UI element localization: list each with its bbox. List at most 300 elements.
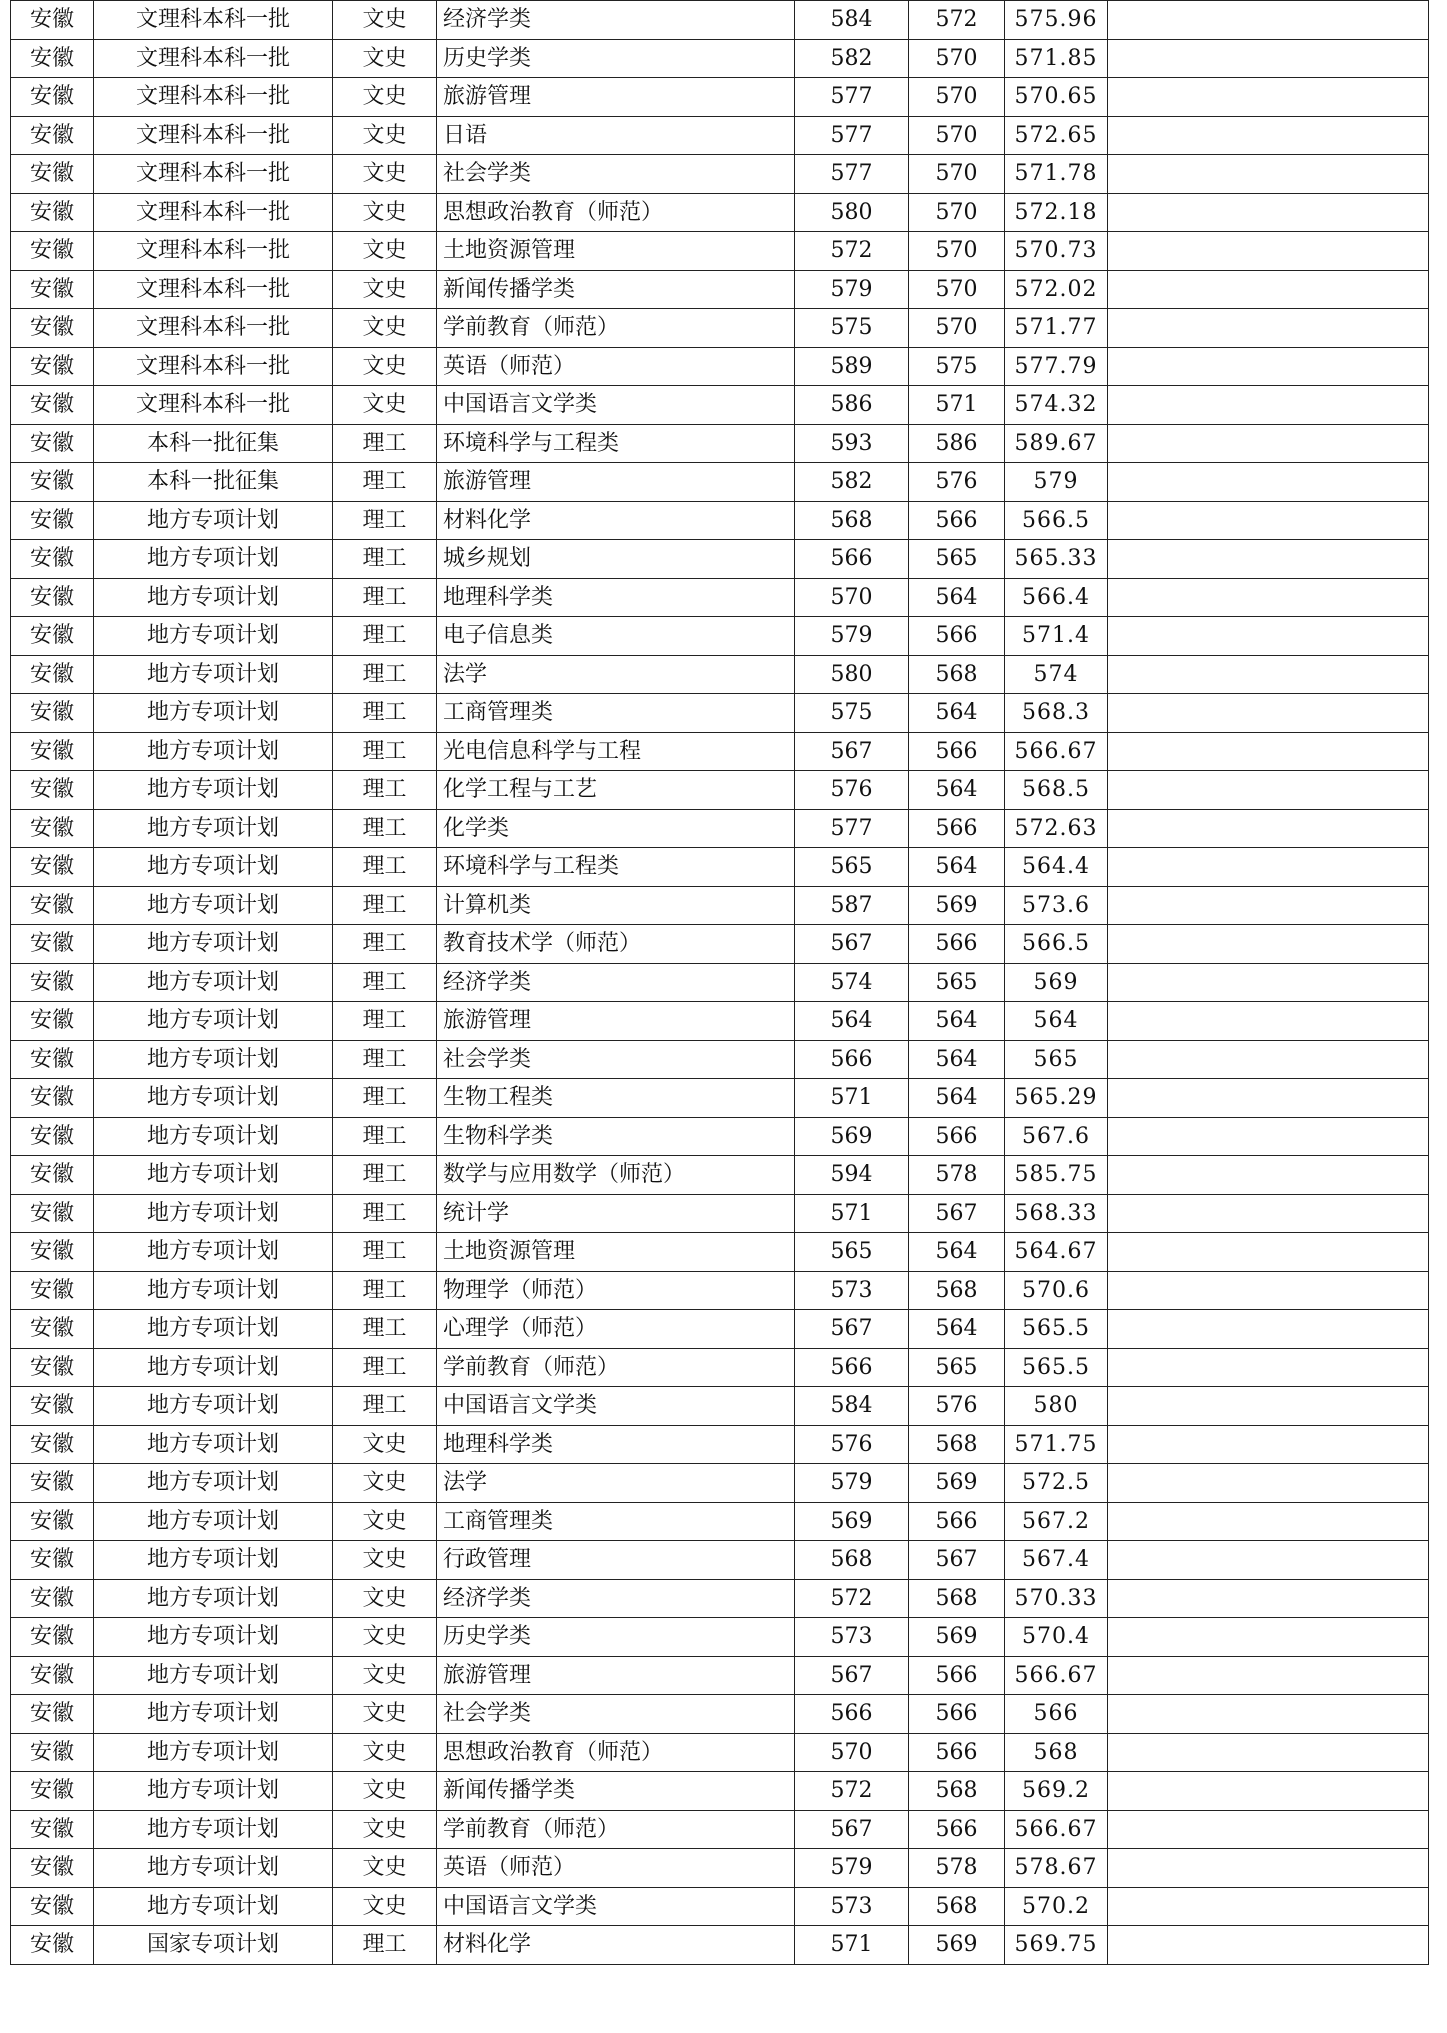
province-cell: 安徽 <box>11 116 94 155</box>
max-score-cell: 594 <box>795 1156 909 1195</box>
table-row <box>11 116 1429 155</box>
table-row <box>11 578 1429 617</box>
subject-type-cell: 理工 <box>333 463 437 502</box>
table-row <box>11 848 1429 887</box>
table-row <box>11 1271 1429 1310</box>
province-cell: 安徽 <box>11 1040 94 1079</box>
table-row <box>11 1117 1429 1156</box>
subject-type-cell: 文史 <box>333 232 437 271</box>
avg-score-cell: 569.2 <box>1005 1772 1108 1811</box>
province-cell: 安徽 <box>11 886 94 925</box>
avg-score-cell: 564.67 <box>1005 1233 1108 1272</box>
province-cell: 安徽 <box>11 1156 94 1195</box>
subject-type-cell: 文史 <box>333 347 437 386</box>
max-score-cell: 567 <box>795 1656 909 1695</box>
max-score-cell: 577 <box>795 809 909 848</box>
max-score-cell: 575 <box>795 694 909 733</box>
table-row <box>11 1464 1429 1503</box>
subject-type-cell: 文史 <box>333 155 437 194</box>
min-score-cell: 569 <box>909 1464 1005 1503</box>
min-score-cell: 566 <box>909 1656 1005 1695</box>
min-score-cell: 568 <box>909 1772 1005 1811</box>
empty-cell <box>1108 347 1429 386</box>
max-score-cell: 577 <box>795 155 909 194</box>
max-score-cell: 571 <box>795 1194 909 1233</box>
subject-type-cell: 理工 <box>333 1233 437 1272</box>
max-score-cell: 570 <box>795 578 909 617</box>
avg-score-cell: 571.77 <box>1005 309 1108 348</box>
province-cell: 安徽 <box>11 309 94 348</box>
major-cell: 计算机类 <box>437 886 795 925</box>
max-score-cell: 580 <box>795 193 909 232</box>
max-score-cell: 572 <box>795 1772 909 1811</box>
major-cell: 学前教育（师范） <box>437 309 795 348</box>
major-cell: 材料化学 <box>437 501 795 540</box>
table-row <box>11 1810 1429 1849</box>
batch-cell: 地方专项计划 <box>94 1387 333 1426</box>
min-score-cell: 566 <box>909 809 1005 848</box>
min-score-cell: 568 <box>909 1425 1005 1464</box>
subject-type-cell: 理工 <box>333 1079 437 1118</box>
min-score-cell: 564 <box>909 1079 1005 1118</box>
subject-type-cell: 文史 <box>333 1464 437 1503</box>
table-row <box>11 501 1429 540</box>
min-score-cell: 570 <box>909 155 1005 194</box>
min-score-cell: 566 <box>909 1502 1005 1541</box>
batch-cell: 地方专项计划 <box>94 1733 333 1772</box>
avg-score-cell: 589.67 <box>1005 424 1108 463</box>
subject-type-cell: 文史 <box>333 1618 437 1657</box>
batch-cell: 地方专项计划 <box>94 1656 333 1695</box>
table-row <box>11 1079 1429 1118</box>
batch-cell: 地方专项计划 <box>94 732 333 771</box>
subject-type-cell: 文史 <box>333 1425 437 1464</box>
avg-score-cell: 569.75 <box>1005 1926 1108 1965</box>
min-score-cell: 566 <box>909 1810 1005 1849</box>
max-score-cell: 573 <box>795 1271 909 1310</box>
province-cell: 安徽 <box>11 1579 94 1618</box>
avg-score-cell: 565 <box>1005 1040 1108 1079</box>
table-row <box>11 347 1429 386</box>
batch-cell: 地方专项计划 <box>94 1810 333 1849</box>
major-cell: 经济学类 <box>437 1579 795 1618</box>
empty-cell <box>1108 1002 1429 1041</box>
max-score-cell: 577 <box>795 78 909 117</box>
province-cell: 安徽 <box>11 1810 94 1849</box>
min-score-cell: 570 <box>909 116 1005 155</box>
empty-cell <box>1108 1348 1429 1387</box>
table-row <box>11 1002 1429 1041</box>
batch-cell: 文理科本科一批 <box>94 309 333 348</box>
province-cell: 安徽 <box>11 732 94 771</box>
subject-type-cell: 文史 <box>333 309 437 348</box>
batch-cell: 地方专项计划 <box>94 694 333 733</box>
subject-type-cell: 理工 <box>333 925 437 964</box>
max-score-cell: 574 <box>795 963 909 1002</box>
empty-cell <box>1108 771 1429 810</box>
major-cell: 中国语言文学类 <box>437 1887 795 1926</box>
table-body <box>11 1 1429 1965</box>
max-score-cell: 573 <box>795 1887 909 1926</box>
subject-type-cell: 理工 <box>333 809 437 848</box>
subject-type-cell: 理工 <box>333 1002 437 1041</box>
batch-cell: 地方专项计划 <box>94 1541 333 1580</box>
min-score-cell: 570 <box>909 309 1005 348</box>
batch-cell: 地方专项计划 <box>94 1348 333 1387</box>
avg-score-cell: 575.96 <box>1005 1 1108 40</box>
subject-type-cell: 理工 <box>333 501 437 540</box>
subject-type-cell: 理工 <box>333 424 437 463</box>
min-score-cell: 572 <box>909 1 1005 40</box>
avg-score-cell: 566.67 <box>1005 1656 1108 1695</box>
province-cell: 安徽 <box>11 1502 94 1541</box>
min-score-cell: 586 <box>909 424 1005 463</box>
avg-score-cell: 577.79 <box>1005 347 1108 386</box>
province-cell: 安徽 <box>11 694 94 733</box>
subject-type-cell: 理工 <box>333 1310 437 1349</box>
empty-cell <box>1108 732 1429 771</box>
max-score-cell: 569 <box>795 1117 909 1156</box>
avg-score-cell: 573.6 <box>1005 886 1108 925</box>
table-row <box>11 655 1429 694</box>
province-cell: 安徽 <box>11 232 94 271</box>
max-score-cell: 582 <box>795 463 909 502</box>
subject-type-cell: 理工 <box>333 1348 437 1387</box>
max-score-cell: 579 <box>795 617 909 656</box>
major-cell: 材料化学 <box>437 1926 795 1965</box>
min-score-cell: 570 <box>909 270 1005 309</box>
province-cell: 安徽 <box>11 1194 94 1233</box>
major-cell: 工商管理类 <box>437 694 795 733</box>
max-score-cell: 571 <box>795 1079 909 1118</box>
subject-type-cell: 理工 <box>333 578 437 617</box>
province-cell: 安徽 <box>11 501 94 540</box>
avg-score-cell: 571.4 <box>1005 617 1108 656</box>
avg-score-cell: 564.4 <box>1005 848 1108 887</box>
province-cell: 安徽 <box>11 155 94 194</box>
table-row <box>11 617 1429 656</box>
min-score-cell: 569 <box>909 1926 1005 1965</box>
max-score-cell: 577 <box>795 116 909 155</box>
province-cell: 安徽 <box>11 1541 94 1580</box>
empty-cell <box>1108 1810 1429 1849</box>
avg-score-cell: 568 <box>1005 1733 1108 1772</box>
empty-cell <box>1108 39 1429 78</box>
max-score-cell: 587 <box>795 886 909 925</box>
province-cell: 安徽 <box>11 386 94 425</box>
empty-cell <box>1108 1695 1429 1734</box>
batch-cell: 地方专项计划 <box>94 963 333 1002</box>
table-row <box>11 1849 1429 1888</box>
batch-cell: 地方专项计划 <box>94 655 333 694</box>
major-cell: 工商管理类 <box>437 1502 795 1541</box>
subject-type-cell: 文史 <box>333 386 437 425</box>
max-score-cell: 575 <box>795 309 909 348</box>
major-cell: 英语（师范） <box>437 347 795 386</box>
table-row <box>11 1040 1429 1079</box>
table-row <box>11 1387 1429 1426</box>
major-cell: 旅游管理 <box>437 1656 795 1695</box>
table-row <box>11 1194 1429 1233</box>
major-cell: 中国语言文学类 <box>437 386 795 425</box>
province-cell: 安徽 <box>11 925 94 964</box>
subject-type-cell: 文史 <box>333 1579 437 1618</box>
min-score-cell: 569 <box>909 1618 1005 1657</box>
batch-cell: 本科一批征集 <box>94 424 333 463</box>
avg-score-cell: 574.32 <box>1005 386 1108 425</box>
table-row <box>11 1772 1429 1811</box>
major-cell: 思想政治教育（师范） <box>437 1733 795 1772</box>
batch-cell: 地方专项计划 <box>94 1040 333 1079</box>
batch-cell: 地方专项计划 <box>94 1002 333 1041</box>
max-score-cell: 584 <box>795 1 909 40</box>
table-row <box>11 1733 1429 1772</box>
major-cell: 土地资源管理 <box>437 1233 795 1272</box>
empty-cell <box>1108 1541 1429 1580</box>
subject-type-cell: 文史 <box>333 1502 437 1541</box>
province-cell: 安徽 <box>11 1849 94 1888</box>
avg-score-cell: 571.78 <box>1005 155 1108 194</box>
avg-score-cell: 567.2 <box>1005 1502 1108 1541</box>
max-score-cell: 567 <box>795 1310 909 1349</box>
min-score-cell: 564 <box>909 771 1005 810</box>
subject-type-cell: 理工 <box>333 1117 437 1156</box>
empty-cell <box>1108 1 1429 40</box>
max-score-cell: 593 <box>795 424 909 463</box>
max-score-cell: 567 <box>795 1810 909 1849</box>
table-row <box>11 193 1429 232</box>
min-score-cell: 566 <box>909 1695 1005 1734</box>
table-row <box>11 809 1429 848</box>
batch-cell: 地方专项计划 <box>94 1233 333 1272</box>
max-score-cell: 572 <box>795 232 909 271</box>
subject-type-cell: 理工 <box>333 1926 437 1965</box>
major-cell: 化学工程与工艺 <box>437 771 795 810</box>
major-cell: 生物工程类 <box>437 1079 795 1118</box>
major-cell: 经济学类 <box>437 1 795 40</box>
min-score-cell: 566 <box>909 925 1005 964</box>
avg-score-cell: 566.4 <box>1005 578 1108 617</box>
major-cell: 地理科学类 <box>437 1425 795 1464</box>
batch-cell: 地方专项计划 <box>94 1618 333 1657</box>
max-score-cell: 567 <box>795 925 909 964</box>
batch-cell: 地方专项计划 <box>94 1425 333 1464</box>
avg-score-cell: 564 <box>1005 1002 1108 1041</box>
subject-type-cell: 理工 <box>333 617 437 656</box>
max-score-cell: 571 <box>795 1926 909 1965</box>
min-score-cell: 568 <box>909 1271 1005 1310</box>
admission-score-table <box>10 0 1429 1965</box>
min-score-cell: 575 <box>909 347 1005 386</box>
province-cell: 安徽 <box>11 1310 94 1349</box>
max-score-cell: 565 <box>795 848 909 887</box>
major-cell: 数学与应用数学（师范） <box>437 1156 795 1195</box>
empty-cell <box>1108 1156 1429 1195</box>
subject-type-cell: 理工 <box>333 540 437 579</box>
subject-type-cell: 理工 <box>333 771 437 810</box>
batch-cell: 地方专项计划 <box>94 617 333 656</box>
min-score-cell: 564 <box>909 848 1005 887</box>
major-cell: 学前教育（师范） <box>437 1348 795 1387</box>
batch-cell: 地方专项计划 <box>94 1156 333 1195</box>
empty-cell <box>1108 309 1429 348</box>
province-cell: 安徽 <box>11 347 94 386</box>
major-cell: 旅游管理 <box>437 1002 795 1041</box>
major-cell: 社会学类 <box>437 1695 795 1734</box>
table-row <box>11 39 1429 78</box>
min-score-cell: 566 <box>909 732 1005 771</box>
empty-cell <box>1108 655 1429 694</box>
avg-score-cell: 570.2 <box>1005 1887 1108 1926</box>
table-row <box>11 424 1429 463</box>
max-score-cell: 570 <box>795 1733 909 1772</box>
max-score-cell: 579 <box>795 270 909 309</box>
table-row <box>11 1425 1429 1464</box>
avg-score-cell: 565.29 <box>1005 1079 1108 1118</box>
max-score-cell: 573 <box>795 1618 909 1657</box>
subject-type-cell: 文史 <box>333 1733 437 1772</box>
avg-score-cell: 565.5 <box>1005 1348 1108 1387</box>
empty-cell <box>1108 1310 1429 1349</box>
avg-score-cell: 574 <box>1005 655 1108 694</box>
province-cell: 安徽 <box>11 1464 94 1503</box>
major-cell: 新闻传播学类 <box>437 1772 795 1811</box>
major-cell: 社会学类 <box>437 155 795 194</box>
subject-type-cell: 文史 <box>333 1541 437 1580</box>
province-cell: 安徽 <box>11 963 94 1002</box>
table-row <box>11 886 1429 925</box>
table-row <box>11 1233 1429 1272</box>
subject-type-cell: 文史 <box>333 1810 437 1849</box>
province-cell: 安徽 <box>11 1117 94 1156</box>
major-cell: 生物科学类 <box>437 1117 795 1156</box>
major-cell: 光电信息科学与工程 <box>437 732 795 771</box>
empty-cell <box>1108 1502 1429 1541</box>
avg-score-cell: 567.6 <box>1005 1117 1108 1156</box>
max-score-cell: 567 <box>795 732 909 771</box>
avg-score-cell: 579 <box>1005 463 1108 502</box>
empty-cell <box>1108 232 1429 271</box>
province-cell: 安徽 <box>11 270 94 309</box>
subject-type-cell: 理工 <box>333 886 437 925</box>
avg-score-cell: 570.4 <box>1005 1618 1108 1657</box>
max-score-cell: 569 <box>795 1502 909 1541</box>
batch-cell: 地方专项计划 <box>94 1695 333 1734</box>
table-row <box>11 732 1429 771</box>
avg-score-cell: 568.3 <box>1005 694 1108 733</box>
max-score-cell: 566 <box>795 1695 909 1734</box>
province-cell: 安徽 <box>11 1002 94 1041</box>
empty-cell <box>1108 116 1429 155</box>
empty-cell <box>1108 1040 1429 1079</box>
table-row <box>11 1541 1429 1580</box>
empty-cell <box>1108 694 1429 733</box>
table-row <box>11 1618 1429 1657</box>
province-cell: 安徽 <box>11 1887 94 1926</box>
table-row <box>11 771 1429 810</box>
major-cell: 中国语言文学类 <box>437 1387 795 1426</box>
min-score-cell: 565 <box>909 963 1005 1002</box>
province-cell: 安徽 <box>11 1733 94 1772</box>
score-sheet <box>10 0 1436 2033</box>
max-score-cell: 564 <box>795 1002 909 1041</box>
batch-cell: 文理科本科一批 <box>94 232 333 271</box>
empty-cell <box>1108 1618 1429 1657</box>
subject-type-cell: 文史 <box>333 193 437 232</box>
max-score-cell: 580 <box>795 655 909 694</box>
empty-cell <box>1108 193 1429 232</box>
max-score-cell: 576 <box>795 771 909 810</box>
max-score-cell: 572 <box>795 1579 909 1618</box>
batch-cell: 地方专项计划 <box>94 1117 333 1156</box>
major-cell: 物理学（师范） <box>437 1271 795 1310</box>
subject-type-cell: 文史 <box>333 39 437 78</box>
table-row <box>11 232 1429 271</box>
subject-type-cell: 理工 <box>333 1040 437 1079</box>
empty-cell <box>1108 1656 1429 1695</box>
min-score-cell: 576 <box>909 463 1005 502</box>
max-score-cell: 589 <box>795 347 909 386</box>
batch-cell: 地方专项计划 <box>94 1194 333 1233</box>
major-cell: 新闻传播学类 <box>437 270 795 309</box>
major-cell: 历史学类 <box>437 1618 795 1657</box>
subject-type-cell: 文史 <box>333 1887 437 1926</box>
max-score-cell: 566 <box>795 1040 909 1079</box>
batch-cell: 文理科本科一批 <box>94 78 333 117</box>
batch-cell: 本科一批征集 <box>94 463 333 502</box>
batch-cell: 地方专项计划 <box>94 540 333 579</box>
province-cell: 安徽 <box>11 1387 94 1426</box>
max-score-cell: 579 <box>795 1464 909 1503</box>
subject-type-cell: 文史 <box>333 1695 437 1734</box>
avg-score-cell: 566.67 <box>1005 732 1108 771</box>
min-score-cell: 565 <box>909 540 1005 579</box>
avg-score-cell: 572.63 <box>1005 809 1108 848</box>
min-score-cell: 564 <box>909 1310 1005 1349</box>
batch-cell: 地方专项计划 <box>94 886 333 925</box>
avg-score-cell: 585.75 <box>1005 1156 1108 1195</box>
major-cell: 思想政治教育（师范） <box>437 193 795 232</box>
major-cell: 历史学类 <box>437 39 795 78</box>
table-row <box>11 925 1429 964</box>
subject-type-cell: 文史 <box>333 78 437 117</box>
empty-cell <box>1108 1271 1429 1310</box>
batch-cell: 地方专项计划 <box>94 1579 333 1618</box>
min-score-cell: 568 <box>909 655 1005 694</box>
min-score-cell: 571 <box>909 386 1005 425</box>
province-cell: 安徽 <box>11 540 94 579</box>
province-cell: 安徽 <box>11 78 94 117</box>
table-row <box>11 1156 1429 1195</box>
batch-cell: 文理科本科一批 <box>94 347 333 386</box>
province-cell: 安徽 <box>11 1348 94 1387</box>
avg-score-cell: 571.85 <box>1005 39 1108 78</box>
batch-cell: 地方专项计划 <box>94 1310 333 1349</box>
batch-cell: 地方专项计划 <box>94 1849 333 1888</box>
province-cell: 安徽 <box>11 617 94 656</box>
subject-type-cell: 理工 <box>333 655 437 694</box>
major-cell: 教育技术学（师范） <box>437 925 795 964</box>
batch-cell: 地方专项计划 <box>94 1464 333 1503</box>
batch-cell: 地方专项计划 <box>94 1271 333 1310</box>
batch-cell: 文理科本科一批 <box>94 386 333 425</box>
table-row <box>11 155 1429 194</box>
empty-cell <box>1108 925 1429 964</box>
min-score-cell: 578 <box>909 1849 1005 1888</box>
batch-cell: 地方专项计划 <box>94 501 333 540</box>
min-score-cell: 564 <box>909 1233 1005 1272</box>
empty-cell <box>1108 1733 1429 1772</box>
